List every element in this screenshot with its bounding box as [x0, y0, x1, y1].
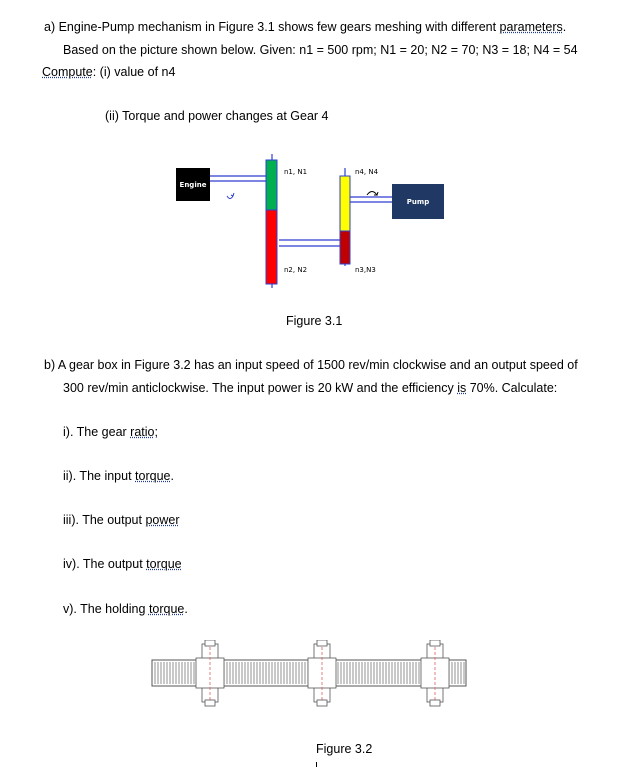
question-iii: iii). The output power	[63, 513, 180, 527]
parameters-link: parameters	[499, 20, 563, 34]
figure-3-2-diagram	[150, 640, 470, 710]
bearing-bottom	[317, 700, 327, 706]
gear-4	[340, 176, 350, 231]
n2-label: n2, N2	[284, 266, 308, 274]
gear-2	[266, 210, 277, 284]
rotation-arrow-icon	[227, 193, 234, 199]
pump-label: Pump	[406, 198, 430, 206]
bearing-top	[317, 640, 327, 646]
part-b-line1: b) A gear box in Figure 3.2 has an input speed of 1500 rev/min clockwise and an output speed of	[44, 358, 578, 372]
bearing-top	[205, 640, 215, 646]
n1-label: n1, N1	[284, 168, 308, 176]
bearing-bottom	[430, 700, 440, 706]
question-iv: iv). The output torque	[63, 557, 182, 571]
question-v: v). The holding torque.	[63, 602, 188, 616]
gear-3	[340, 231, 350, 264]
gear-1	[266, 160, 277, 210]
n4-label: n4, N4	[355, 168, 379, 176]
question-ii: ii). The input torque.	[63, 469, 174, 483]
part-a-compute: Compute: (i) value of n4	[42, 65, 176, 79]
page-mark	[316, 762, 317, 767]
figure-3-1-diagram	[170, 152, 460, 292]
question-i: i). The gear ratio;	[63, 425, 158, 439]
bearing-top	[430, 640, 440, 646]
engine-label: Engine	[179, 181, 207, 189]
rotation-arrow-icon	[367, 192, 378, 196]
part-a-line1: a) Engine-Pump mechanism in Figure 3.1 shows few gears meshing with different parameters.	[44, 20, 567, 34]
part-a-item-ii: (ii) Torque and power changes at Gear 4	[105, 109, 329, 123]
n3-label: n3,N3	[355, 266, 376, 274]
bearing-bottom	[205, 700, 215, 706]
figure-3-1-caption: Figure 3.1	[286, 314, 343, 328]
part-a-given: Based on the picture shown below. Given: n1 = 500 rpm; N1 = 20; N2 = 70; N3 = 18; N4 = 54	[63, 43, 578, 57]
part-b-line2: 300 rev/min anticlockwise. The input power is 20 kW and the efficiency is 70%. Calculate:	[63, 381, 558, 395]
figure-3-2-caption: Figure 3.2	[316, 742, 373, 756]
